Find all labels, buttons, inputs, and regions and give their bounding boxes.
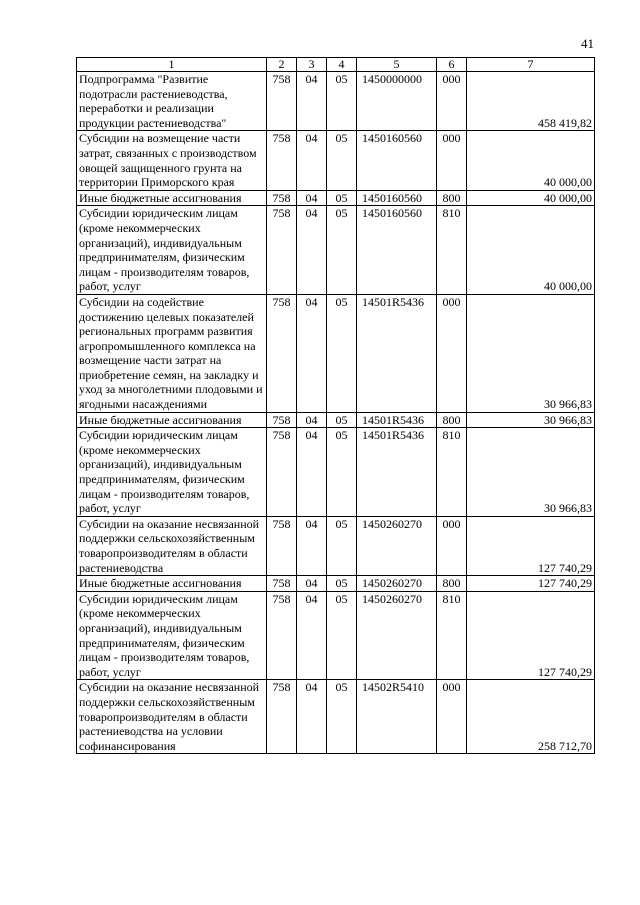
row-expense-type-cell: 810 [437, 428, 467, 517]
row-expense-type-cell: 000 [437, 680, 467, 754]
table-row [77, 412, 595, 428]
row-amount-cell: 30 966,83 [467, 294, 595, 412]
row-section-cell: 04 [297, 72, 327, 131]
row-ved-code-cell: 758 [267, 131, 297, 190]
row-subsection-cell: 05 [327, 131, 357, 190]
row-target-article-cell: 14501R5436 [357, 294, 437, 412]
table-row [77, 591, 595, 680]
row-subsection-cell: 05 [327, 516, 357, 575]
row-section-cell: 04 [297, 294, 327, 412]
column-number-1: 1 [77, 58, 267, 72]
column-number-2: 2 [267, 58, 297, 72]
table-row [77, 680, 595, 754]
row-expense-type-cell: 810 [437, 591, 467, 680]
table-row [77, 428, 595, 517]
row-subsection-cell: 05 [327, 72, 357, 131]
row-ved-code-cell: 758 [267, 428, 297, 517]
row-ved-code-cell: 758 [267, 576, 297, 592]
row-amount-cell: 258 712,70 [467, 680, 595, 754]
row-amount-cell: 127 740,29 [467, 516, 595, 575]
row-subsection-cell: 05 [327, 680, 357, 754]
row-target-article-cell: 14502R5410 [357, 680, 437, 754]
row-section-cell: 04 [297, 516, 327, 575]
row-ved-code-cell: 758 [267, 680, 297, 754]
row-name-cell: Иные бюджетные ассигнования [77, 190, 267, 206]
table-row [77, 576, 595, 592]
row-target-article-cell: 14501R5436 [357, 412, 437, 428]
row-name-cell: Субсидии на оказание несвязанной поддержки сельскохозяйственным товаропроизводителям в области растениеводства на условии софинансирования [77, 680, 267, 754]
table-row [77, 294, 595, 412]
row-target-article-cell: 1450260270 [357, 516, 437, 575]
row-name-cell: Подпрограмма "Развитие подотрасли растениеводства, переработки и реализации продукции растениеводства" [77, 72, 267, 131]
row-target-article-cell: 1450160560 [357, 131, 437, 190]
row-expense-type-cell: 000 [437, 294, 467, 412]
row-expense-type-cell: 000 [437, 72, 467, 131]
row-target-article-cell: 14501R5436 [357, 428, 437, 517]
row-subsection-cell: 05 [327, 294, 357, 412]
row-expense-type-cell: 800 [437, 190, 467, 206]
table-row [77, 190, 595, 206]
row-target-article-cell: 1450260270 [357, 576, 437, 592]
row-amount-cell: 40 000,00 [467, 131, 595, 190]
row-target-article-cell: 1450160560 [357, 206, 437, 295]
row-section-cell: 04 [297, 206, 327, 295]
row-name-cell: Субсидии на содействие достижению целевых показателей региональных программ развития агропромышленного комплекса на возмещение части затрат на приобретение семян, на закладку и уход за многолетними плодовыми и ягодными насаждениями [77, 294, 267, 412]
column-number-row [77, 58, 595, 72]
row-target-article-cell: 1450000000 [357, 72, 437, 131]
row-expense-type-cell: 810 [437, 206, 467, 295]
table-row [77, 72, 595, 131]
row-amount-cell: 127 740,29 [467, 576, 595, 592]
row-amount-cell: 40 000,00 [467, 190, 595, 206]
row-subsection-cell: 05 [327, 428, 357, 517]
row-target-article-cell: 1450160560 [357, 190, 437, 206]
row-expense-type-cell: 800 [437, 412, 467, 428]
column-number-7: 7 [467, 58, 595, 72]
row-name-cell: Субсидии юридическим лицам (кроме некоммерческих организаций), индивидуальным предпринимателям, физическим лицам - производителям товаров, работ, услуг [77, 428, 267, 517]
table-row [77, 206, 595, 295]
row-subsection-cell: 05 [327, 206, 357, 295]
row-amount-cell: 30 966,83 [467, 428, 595, 517]
row-subsection-cell: 05 [327, 412, 357, 428]
row-expense-type-cell: 800 [437, 576, 467, 592]
row-section-cell: 04 [297, 412, 327, 428]
column-number-4: 4 [327, 58, 357, 72]
row-section-cell: 04 [297, 131, 327, 190]
row-section-cell: 04 [297, 428, 327, 517]
column-number-5: 5 [357, 58, 437, 72]
row-amount-cell: 40 000,00 [467, 206, 595, 295]
row-name-cell: Иные бюджетные ассигнования [77, 412, 267, 428]
row-ved-code-cell: 758 [267, 206, 297, 295]
row-section-cell: 04 [297, 576, 327, 592]
row-subsection-cell: 05 [327, 591, 357, 680]
row-subsection-cell: 05 [327, 190, 357, 206]
column-number-3: 3 [297, 58, 327, 72]
table-row [77, 516, 595, 575]
row-ved-code-cell: 758 [267, 72, 297, 131]
row-subsection-cell: 05 [327, 576, 357, 592]
row-name-cell: Субсидии юридическим лицам (кроме некоммерческих организаций), индивидуальным предпринимателям, физическим лицам - производителям товаров, работ, услуг [77, 591, 267, 680]
row-expense-type-cell: 000 [437, 131, 467, 190]
row-section-cell: 04 [297, 680, 327, 754]
row-ved-code-cell: 758 [267, 591, 297, 680]
row-section-cell: 04 [297, 591, 327, 680]
row-amount-cell: 127 740,29 [467, 591, 595, 680]
row-section-cell: 04 [297, 190, 327, 206]
row-ved-code-cell: 758 [267, 516, 297, 575]
row-ved-code-cell: 758 [267, 412, 297, 428]
row-name-cell: Субсидии на возмещение части затрат, связанных с производством овощей защищенного грунта на территории Приморского края [77, 131, 267, 190]
row-ved-code-cell: 758 [267, 294, 297, 412]
row-name-cell: Субсидии юридическим лицам (кроме некоммерческих организаций), индивидуальным предпринимателям, физическим лицам - производителям товаров, работ, услуг [77, 206, 267, 295]
table-row [77, 131, 595, 190]
row-expense-type-cell: 000 [437, 516, 467, 575]
row-name-cell: Иные бюджетные ассигнования [77, 576, 267, 592]
row-ved-code-cell: 758 [267, 190, 297, 206]
row-amount-cell: 458 419,82 [467, 72, 595, 131]
row-target-article-cell: 1450260270 [357, 591, 437, 680]
page-number: 41 [581, 36, 594, 51]
budget-table [76, 57, 595, 754]
row-amount-cell: 30 966,83 [467, 412, 595, 428]
column-number-6: 6 [437, 58, 467, 72]
row-name-cell: Субсидии на оказание несвязанной поддержки сельскохозяйственным товаропроизводителям в области растениеводства [77, 516, 267, 575]
